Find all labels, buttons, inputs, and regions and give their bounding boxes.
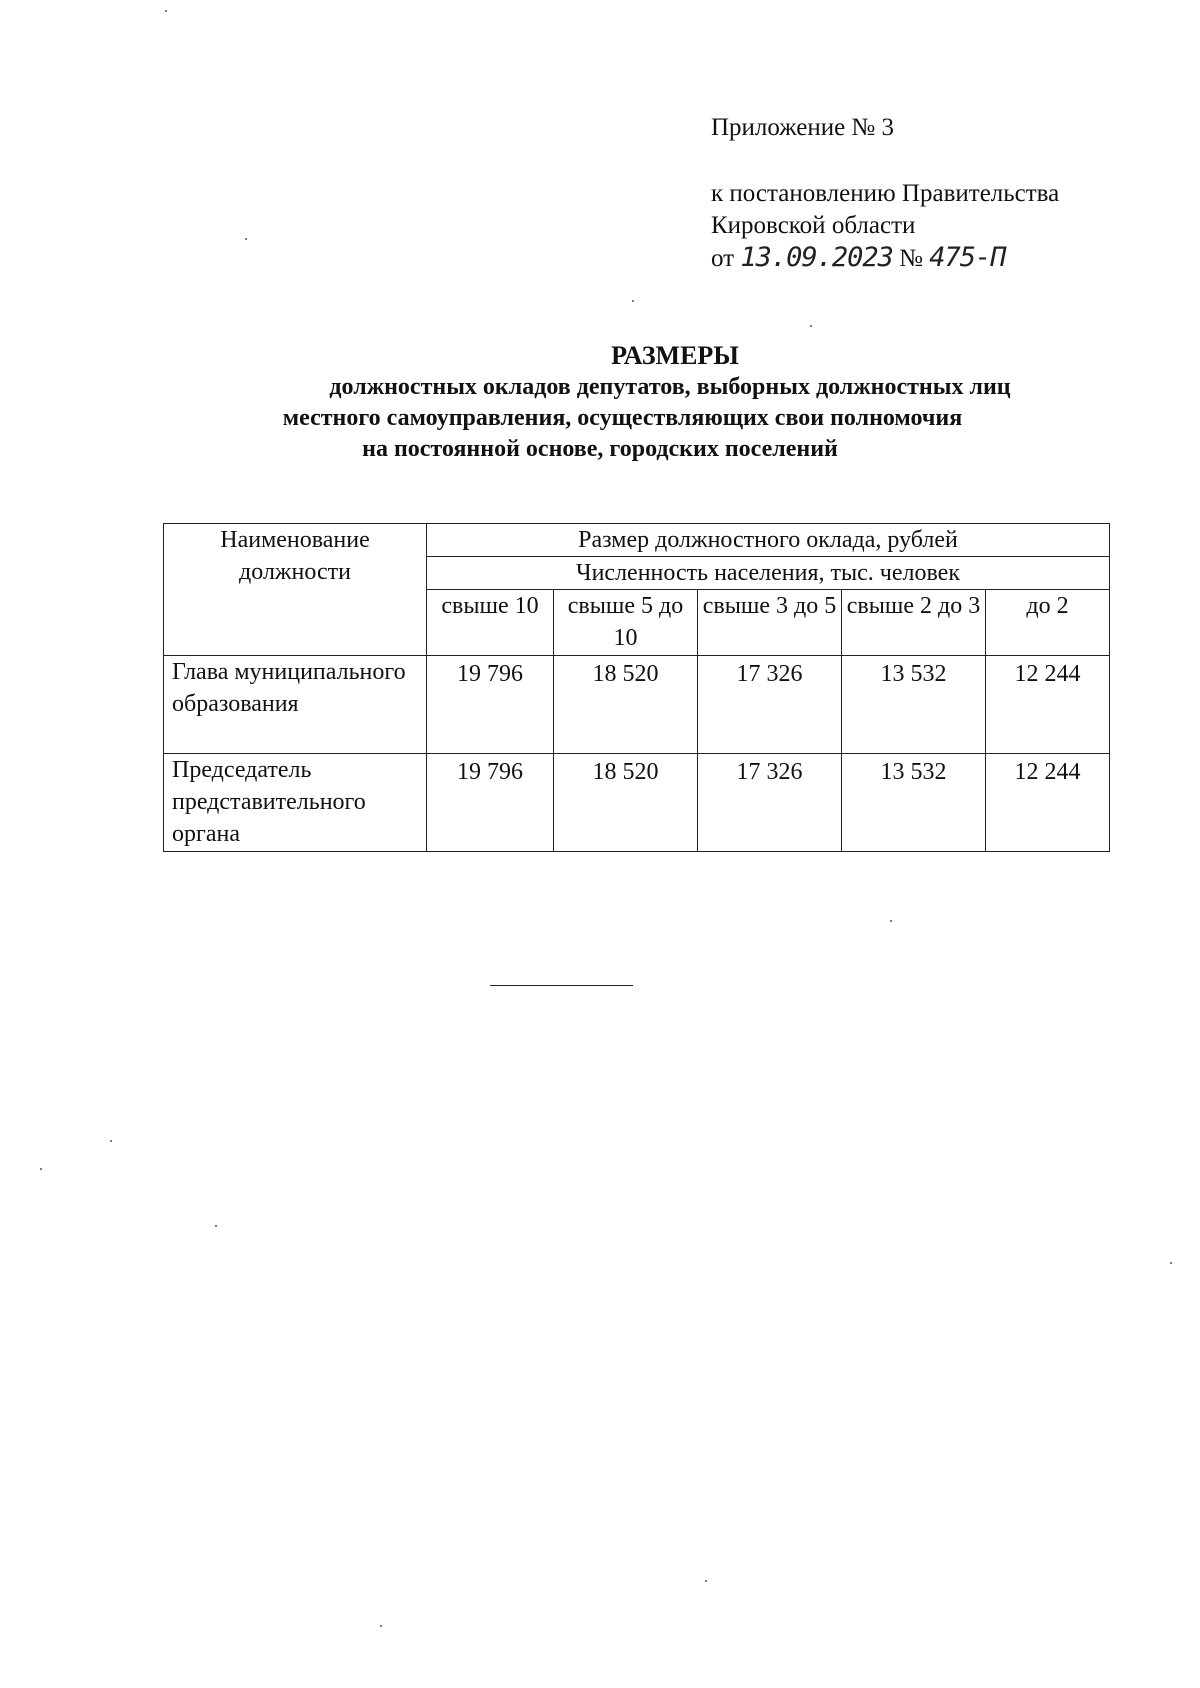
salary-value: 13 532 bbox=[842, 754, 986, 852]
table-row bbox=[164, 754, 1110, 852]
appendix-decree: к постановлению Правительства bbox=[711, 180, 1060, 207]
document-title bbox=[0, 340, 1200, 465]
scan-speck bbox=[705, 1580, 707, 1582]
salary-table bbox=[163, 523, 1110, 852]
header-population: Численность населения, тыс. человек bbox=[427, 557, 1110, 590]
date-prefix: от bbox=[711, 245, 735, 272]
appendix-header bbox=[711, 112, 1059, 275]
salary-value: 12 244 bbox=[986, 656, 1110, 754]
column-header: свыше 2 до 3 bbox=[842, 590, 986, 656]
handwritten-number: 475-П bbox=[929, 242, 1006, 273]
title-line-3: на постоянной основе, городских поселений bbox=[362, 436, 838, 462]
row-position-name: Председатель представительного органа bbox=[164, 754, 427, 852]
title-main: РАЗМЕРЫ bbox=[611, 341, 739, 370]
closing-rule bbox=[490, 985, 633, 986]
header-position-name: Наименование должности bbox=[164, 524, 427, 656]
salary-value: 13 532 bbox=[842, 656, 986, 754]
scan-speck bbox=[40, 1168, 42, 1170]
column-header: свыше 10 bbox=[427, 590, 554, 656]
scan-speck bbox=[380, 1625, 382, 1627]
salary-value: 19 796 bbox=[427, 754, 554, 852]
title-line-2: местного самоуправления, осуществляющих свои полномочия bbox=[282, 405, 963, 431]
number-prefix: № bbox=[899, 245, 924, 272]
title-line-1: должностных окладов депутатов, выборных должностных лиц bbox=[329, 374, 1011, 400]
scan-speck bbox=[890, 920, 892, 922]
salary-value: 18 520 bbox=[554, 754, 698, 852]
scan-speck bbox=[245, 238, 247, 240]
handwritten-date: 13.09.2023 bbox=[740, 242, 893, 273]
salary-value: 19 796 bbox=[427, 656, 554, 754]
scan-speck bbox=[165, 10, 167, 12]
salary-value: 18 520 bbox=[554, 656, 698, 754]
column-header: свыше 3 до 5 bbox=[698, 590, 842, 656]
appendix-date-line bbox=[711, 242, 1059, 275]
column-header: свыше 5 до 10 bbox=[554, 590, 698, 656]
header-salary: Размер должностного оклада, рублей bbox=[427, 524, 1110, 557]
column-header: до 2 bbox=[986, 590, 1110, 656]
scan-speck bbox=[632, 300, 634, 302]
appendix-number: Приложение № 3 bbox=[711, 114, 895, 141]
table-row bbox=[164, 656, 1110, 754]
row-position-name: Глава муниципального образования bbox=[164, 656, 427, 754]
scan-speck bbox=[810, 325, 812, 327]
salary-value: 17 326 bbox=[698, 754, 842, 852]
title-subtitle bbox=[0, 372, 1200, 465]
salary-value: 17 326 bbox=[698, 656, 842, 754]
scan-speck bbox=[110, 1140, 112, 1142]
scan-speck bbox=[1170, 1262, 1172, 1264]
salary-value: 12 244 bbox=[986, 754, 1110, 852]
appendix-region: Кировской области bbox=[711, 212, 916, 239]
scan-speck bbox=[215, 1225, 217, 1227]
